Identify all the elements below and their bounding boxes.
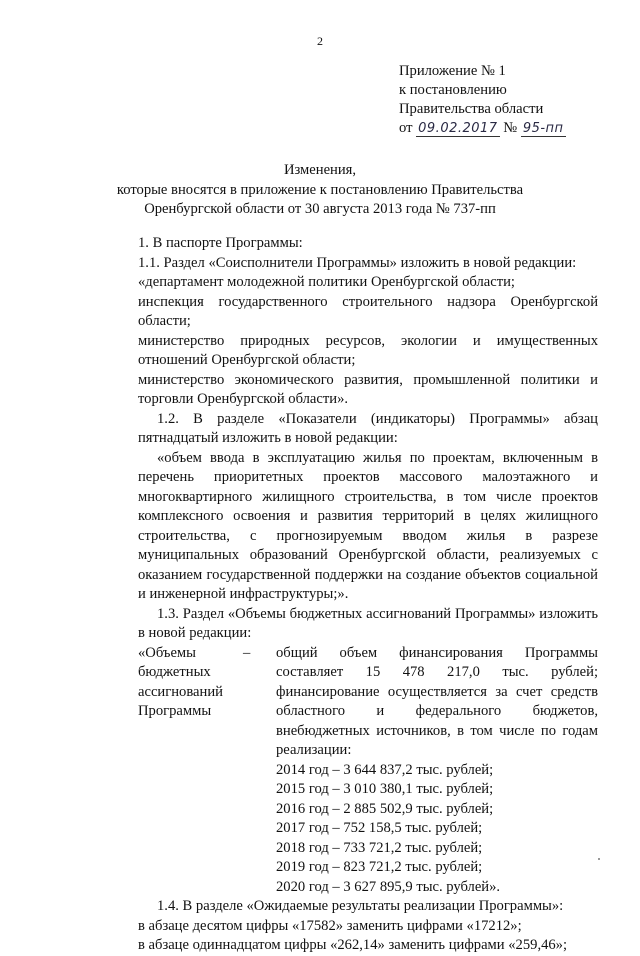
section-1-2: 1.2. В разделе «Показатели (индикаторы) Программы» абзац пятнадцатый изложить в новой редакции: xyxy=(138,410,598,446)
appendix-line-3: Правительства области xyxy=(399,101,544,117)
budget-year-2017: 2017 год – 752 158,5 тыс. рублей; xyxy=(276,820,483,836)
appendix-line-2: к постановлению xyxy=(399,82,507,98)
budget-year-2014: 2014 год – 3 644 837,2 тыс. рублей; xyxy=(276,761,494,778)
section-1-1-item-c: министерство природных ресурсов, экологии и имущественных отношений Оренбургской области; xyxy=(138,332,598,368)
section-1-4-item-a: в абзаце десятом цифры «17582» заменить цифрами «17212»; xyxy=(138,917,522,934)
number-prefix: № xyxy=(503,120,518,136)
budget-label-line-1: «Объемы xyxy=(138,644,196,661)
appendix-line-1: Приложение № 1 xyxy=(399,63,506,79)
appendix-block xyxy=(399,62,566,138)
budget-label xyxy=(138,644,243,898)
document-body xyxy=(138,234,598,956)
appendix-date-line xyxy=(399,119,566,138)
budget-year-2020: 2020 год – 3 627 895,9 тыс. рублей». xyxy=(276,878,501,895)
handwritten-date: 09.02.2017 xyxy=(418,121,498,136)
budget-year-2019: 2019 год – 823 721,2 тыс. рублей; xyxy=(276,859,483,875)
section-1-1-item-d: министерство экономического развития, промышленной политики и торговли Оренбургской области». xyxy=(138,371,598,407)
budget-label-line-2: бюджетных xyxy=(138,664,211,680)
budget-label-line-3: ассигнований xyxy=(138,683,223,700)
section-1: 1. В паспорте Программы: xyxy=(138,235,303,251)
heading-line-3: Оренбургской области от 30 августа 2013 года № 737-пп xyxy=(144,201,496,217)
scan-speck xyxy=(598,858,600,860)
date-prefix: от xyxy=(399,120,413,136)
section-1-2-text: «объем ввода в эксплуатацию жилья по проектам, включенным в перечень приоритетных проектов массового малоэтажного и многоквартирного жилищного строительства, в том числе проектов комплексного освоения и развития территорий в целях жилищного строительства, с прогнозируемым вводом жилья в разрезе муниципальных образований Оренбургской области, реализуемых с оказанием государственной поддержки на создание объектов социальной и инженерной инфраструктуры;». xyxy=(138,449,598,602)
page-number: 2 xyxy=(317,34,323,48)
section-1-1: 1.1. Раздел «Соисполнители Программы» изложить в новой редакции: xyxy=(138,254,577,271)
section-1-1-item-a: «департамент молодежной политики Оренбургской области; xyxy=(138,274,515,290)
section-1-1-item-b: инспекция государственного строительного надзора Оренбургской области; xyxy=(138,293,598,329)
budget-text: общий объем финансирования Программы составляет 15 478 217,0 тыс. рублей; финансирование осуществляется за счет средств областного и федерального бюджетов, внебюджетных источников, в том числе по годам реализации: xyxy=(276,644,598,758)
section-1-3: 1.3. Раздел «Объемы бюджетных ассигнований Программы» изложить в новой редакции: xyxy=(138,605,598,641)
section-1-4: 1.4. В разделе «Ожидаемые результаты реализации Программы»: xyxy=(157,898,564,914)
budget-dash: – xyxy=(243,644,251,661)
budget-content xyxy=(276,644,598,898)
budget-year-2018: 2018 год – 733 721,2 тыс. рублей; xyxy=(276,839,483,856)
heading-line-2: которые вносятся в приложение к постановлению Правительства xyxy=(116,182,524,198)
handwritten-number: 95-пп xyxy=(522,121,564,136)
budget-label-line-4: Программы xyxy=(138,703,212,719)
heading-line-1: Изменения, xyxy=(283,162,357,178)
budget-table xyxy=(138,644,598,898)
budget-year-2015: 2015 год – 3 010 380,1 тыс. рублей; xyxy=(276,781,494,797)
section-1-4-item-b: в абзаце одиннадцатом цифры «262,14» заменить цифрами «259,46»; xyxy=(138,937,568,953)
budget-year-2016: 2016 год – 2 885 502,9 тыс. рублей; xyxy=(276,800,494,817)
